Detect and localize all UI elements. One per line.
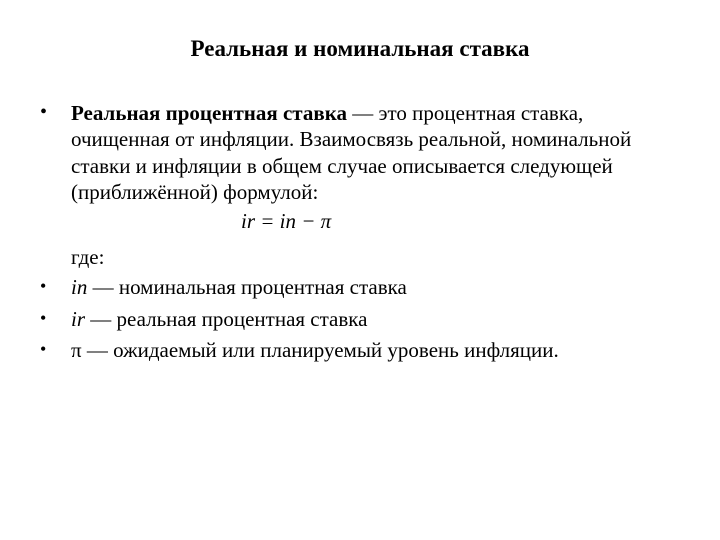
term-definition: — это процентная ставка, очищенная от инфляции. Взаимосвязь реальной, номинальной ставки и инфляции в общем случае описывается следующей (приближённой) формулой:: [71, 101, 632, 205]
list-item: [40, 304, 680, 336]
definition-text: [71, 335, 671, 367]
term-lead: Реальная процентная ставка: [71, 101, 347, 125]
bullet-marker: •: [40, 276, 47, 296]
main-bullet: [40, 100, 680, 271]
where-label: где:: [71, 245, 105, 270]
list-item: [40, 272, 680, 304]
definition-symbol: ir: [71, 306, 86, 331]
definition-description: — ожидаемый или планируемый уровень инфляции.: [81, 338, 559, 362]
formula: ir = in − π: [241, 208, 332, 233]
definition-symbol: in: [71, 275, 88, 299]
main-bullet-text: [71, 100, 671, 206]
list-item: [40, 335, 680, 367]
definition-list: [40, 272, 680, 367]
bullet-marker: •: [40, 307, 47, 328]
slide-title: Реальная и номинальная ставка: [190, 36, 530, 61]
bullet-marker: •: [40, 101, 48, 123]
definition-text: [71, 272, 671, 304]
bullet-marker: •: [40, 339, 47, 359]
definition-symbol: π: [71, 338, 82, 362]
definition-description: — номинальная процентная ставка: [87, 275, 407, 299]
definition-text: [71, 304, 671, 336]
definition-description: — реальная процентная ставка: [85, 306, 368, 331]
